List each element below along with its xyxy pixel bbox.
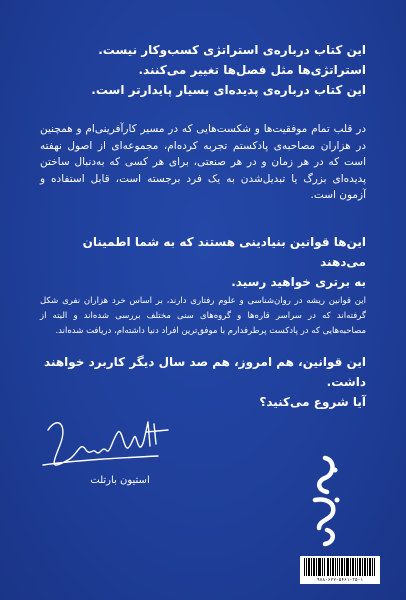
body-paragraph: این قوانین ریشه در روان‌شناسی و علوم رفتاری دارند، بر اساس خرد هزاران نفری شکل گرفته‌اند که در سراسر قاره‌ها و گروه‌های سنی مختلف بررسی شده‌اند و البته از مصاحبه‌هایی که در پادکست پرطرفدارم با موفق‌ترین افراد دنیا داشته‌ام، دریافت شده‌اند. [40,296,366,336]
headline [40,40,366,100]
closing [40,352,366,412]
barcode [300,556,380,584]
subheading [40,232,366,292]
barcode-bars [304,558,376,576]
publisher-logo-icon [305,450,345,550]
closing-line-2: آیا شروع می‌کنید؟ [259,395,366,409]
headline-line-2: استراتژی‌ها مثل فصل‌ها تغییر می‌کنند. [138,63,366,77]
intro-paragraph: در قلب تمام موفقیت‌ها و شکست‌هایی که در مسیر کارآفرینی‌ام و همچنین در هزاران مصاحبه‌ی پادکستم تجربه کرده‌ام، مجموعه‌ای از اصول نهفته است که در هر زمان و در هر صنعتی، برای هر کسی که به‌دنبال ساختن پدیده‌ای بزرگ یا تبدیل‌شدن به یک فرد برجسته است، قابل استفاده و آزمون است. [40,123,366,201]
subheading-line-2: به برتری خواهید رسید. [231,275,366,289]
closing-line-1: این قوانین، هم امروز، هم صد سال دیگر کاربرد خواهند داشت. [44,355,366,389]
author-name: استیون بارتلت [90,475,150,486]
signature-icon [38,410,188,475]
barcode-number: ۹۷۸-۶۲۲-۵۴۶۱-۳۵-۱ [316,578,364,583]
subheading-line-1: این‌ها قوانین بنیادینی هستند که به شما اطمینان می‌دهند [82,235,366,269]
headline-line-1: این کتاب درباره‌ی استراتژی کسب‌و‌کار نیست. [98,43,366,57]
headline-line-3: این کتاب درباره‌ی پدیده‌ای بسیار پایدارتر است. [91,83,366,97]
